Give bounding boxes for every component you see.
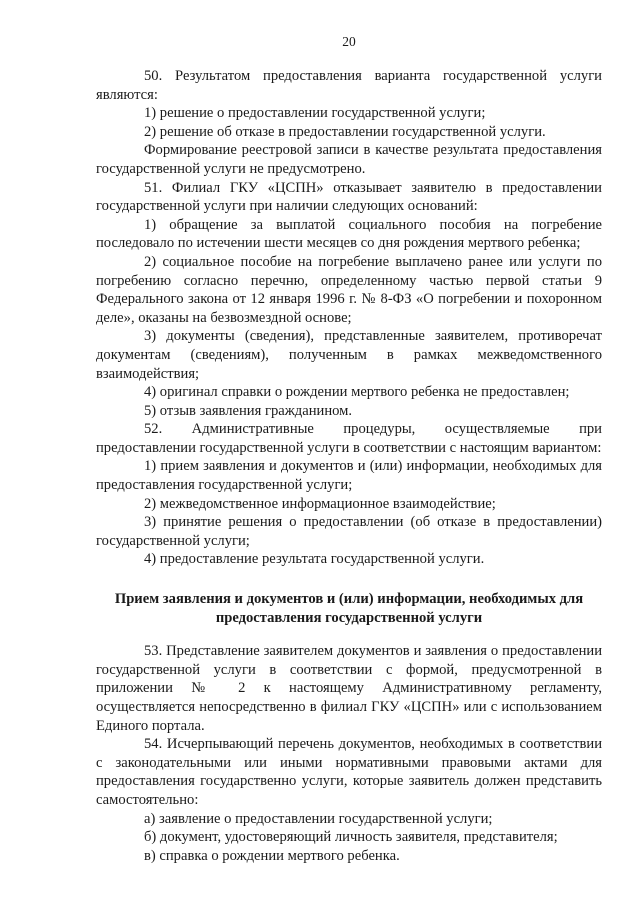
paragraph-53: 53. Представление заявителем документов и заявления о предоставлении государственной услуги в соответствии с формой, предусмотренной в приложении № 2 к настоящему Административному регламенту, осуществляется непосредственно в филиал ГКУ «ЦСПН» или с использованием Единого портала. xyxy=(96,643,602,734)
list-item-procedure-2: 2) межведомственное информационное взаимодействие; xyxy=(144,495,496,512)
list-item-document-a: а) заявление о предоставлении государственной услуги; xyxy=(144,810,493,827)
paragraph-52: 52. Административные процедуры, осуществляемые при предоставлении государственной услуги в соответствии с настоящим вариантом: xyxy=(96,421,602,456)
list-item-refusal-4: 4) оригинал справки о рождении мертвого ребенка не предоставлен; xyxy=(144,384,570,401)
list-item-procedure-1: 1) прием заявления и документов и (или) информации, необходимых для предоставления государственной услуги; xyxy=(96,458,602,494)
list-item-decision-refuse: 2) решение об отказе в предоставлении государственной услуги. xyxy=(144,123,546,140)
list-item-refusal-3: 3) документы (сведения), представленные заявителем, противоречат документам (сведениям), полученным в рамках межведомственного взаимодействия; xyxy=(96,328,602,382)
page-number: 20 xyxy=(342,34,356,49)
list-item-document-b: б) документ, удостоверяющий личность заявителя, представителя; xyxy=(144,829,558,846)
list-item-decision-grant: 1) решение о предоставлении государственной услуги; xyxy=(144,105,486,122)
paragraph-54: 54. Исчерпывающий перечень документов, необходимых в соответствии с законодательными или иными нормативными правовыми актами для предоставления государственно услуги, которые заявитель должен представить самостоятельно: xyxy=(96,736,602,808)
paragraph-registry-record: Формирование реестровой записи в качестве результата предоставления государственной услуги не предусмотрено. xyxy=(96,142,602,177)
list-item-refusal-5: 5) отзыв заявления гражданином. xyxy=(144,402,353,419)
paragraph-51: 51. Филиал ГКУ «ЦСПН» отказывает заявителю в предоставлении государственной услуги при наличии следующих оснований: xyxy=(96,179,602,215)
list-item-refusal-1: 1) обращение за выплатой социального пособия на погребение последовало по истечении шести месяцев со дня рождения мертвого ребенка; xyxy=(96,216,602,252)
list-item-document-c: в) справка о рождении мертвого ребенка. xyxy=(144,847,400,864)
section-heading: Прием заявления и документов и (или) информации, необходимых для предоставления государственной услуги xyxy=(114,591,584,626)
list-item-procedure-3: 3) принятие решения о предоставлении (об отказе в предоставлении) государственной услуги; xyxy=(96,514,602,549)
list-item-procedure-4: 4) предоставление результата государственной услуги. xyxy=(144,551,485,568)
paragraph-50: 50. Результатом предоставления варианта государственной услуги являются: xyxy=(96,68,602,103)
list-item-refusal-2: 2) социальное пособие на погребение выплачено ранее или услуги по погребению согласно перечню, определенному частью первой статьи 9 Федерального закона от 12 января 1996 г. № 8-ФЗ «О погребении и похоронном деле», оказаны на безвозмездной основе; xyxy=(96,253,602,326)
section-spacer xyxy=(96,569,602,590)
